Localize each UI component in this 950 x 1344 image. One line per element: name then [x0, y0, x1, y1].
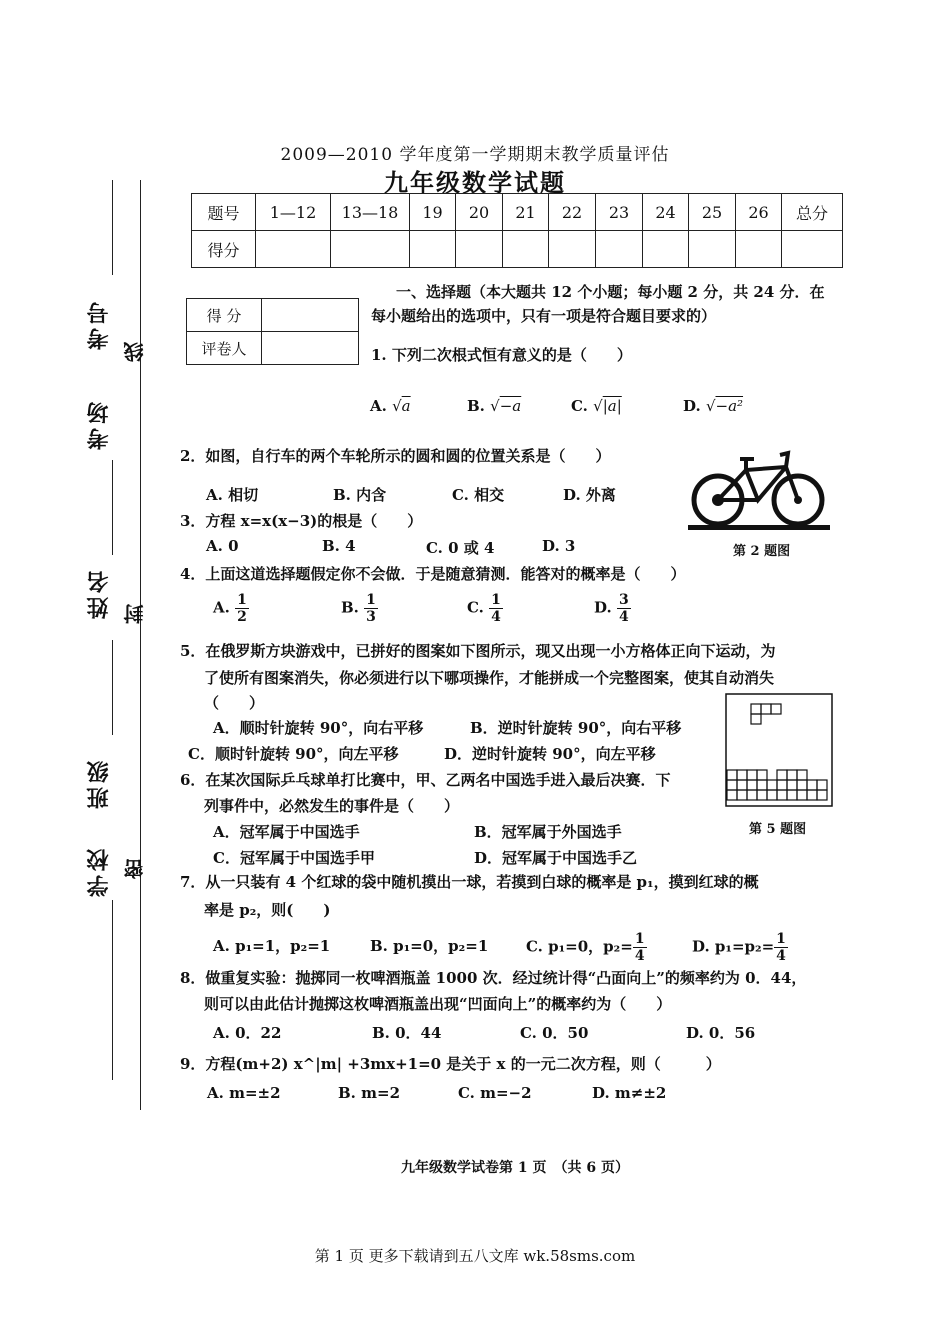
- q9-text: 9．方程(m+2) x^|m| +3mx+1=0 是关于 x 的一元二次方程，则（ ）: [180, 1055, 721, 1073]
- score-header-cell: 题号: [192, 194, 256, 231]
- margin-kaochang: 考场: [86, 398, 112, 450]
- q1-text: 1. 下列二次根式恒有意义的是（ ）: [371, 346, 632, 364]
- score-cell: [689, 231, 736, 268]
- score-cell: [782, 231, 843, 268]
- margin-banji: 班级: [86, 757, 112, 809]
- score-header-cell: 21: [503, 194, 549, 231]
- score-cell: [503, 231, 549, 268]
- bicycle-figure: [688, 445, 830, 530]
- q5-line2: 了使所有图案消失，你必须进行以下哪项操作，才能拼成一个完整图案，使其自动消失: [204, 669, 775, 687]
- q1-option-d: [683, 397, 743, 415]
- margin-xingming: 姓名: [86, 567, 112, 619]
- q4-fa-num: 1: [237, 592, 247, 608]
- q6-line1: 6．在某次国际乒乓球单打比赛中，甲、乙两名中国选手进入最后决赛．下: [180, 771, 671, 789]
- margin-rule-3: [112, 640, 113, 735]
- q4-fd-num: 3: [618, 592, 629, 608]
- exam-header: 2009—2010 学年度第一学期期末教学质量评估: [280, 145, 670, 165]
- q1-option-b-label: B.: [467, 397, 485, 415]
- grader-name-label: 评卷人: [187, 332, 262, 365]
- q7-fc-den: 4: [634, 948, 645, 964]
- score-header-cell: 26: [736, 194, 782, 231]
- margin-rule-4: [112, 900, 113, 1080]
- score-header-cell: 22: [549, 194, 596, 231]
- q1-option-a-label: A.: [370, 397, 387, 415]
- score-cell: [643, 231, 689, 268]
- grader-box: [186, 298, 359, 365]
- q7-option-c-label: C. p₁=0，p₂=: [526, 937, 633, 956]
- q8-line2: 则可以由此估计抛掷这枚啤酒瓶盖出现“凹面向上”的概率约为（ ）: [204, 995, 672, 1013]
- q4-option-d-label: D.: [594, 598, 612, 617]
- margin-xuexiao: 学校: [86, 845, 112, 897]
- margin-rule-2: [112, 460, 113, 555]
- q2-option-a: A. 相切: [206, 486, 259, 504]
- score-header-cell: 总分: [782, 194, 843, 231]
- section1-line1: 一、选择题（本大题共 12 个小题；每小题 2 分，共 24 分．在: [396, 283, 825, 301]
- q5-line1: 5．在俄罗斯方块游戏中，已拼好的图案如下图所示，现又出现一小方格体正向下运动，为: [180, 642, 776, 660]
- q3-option-c: C. 0 或 4: [426, 539, 495, 557]
- q4-option-b-fraction: [364, 592, 378, 625]
- q4-option-a-fraction: [235, 592, 249, 625]
- grader-score-cell: [262, 299, 359, 332]
- score-header-cell: 25: [689, 194, 736, 231]
- q2-text: 2．如图，自行车的两个车轮所示的圆和圆的位置关系是（ ）: [180, 447, 611, 465]
- q1-option-b-expr: √−a: [490, 397, 522, 415]
- q5-line3: （ ）: [204, 694, 265, 712]
- q4-fa-den: 2: [237, 609, 247, 625]
- q7-line2: 率是 p₂，则( ): [204, 901, 331, 919]
- margin-feng: 封: [123, 600, 147, 624]
- q8-option-c: C. 0．50: [520, 1024, 589, 1042]
- score-header-cell: 19: [410, 194, 456, 231]
- q7-option-d-label: D. p₁=p₂=: [692, 937, 775, 956]
- q7-option-a: A. p₁=1，p₂=1: [213, 937, 331, 955]
- q1-option-b: [467, 397, 521, 415]
- q2-option-b: B. 内含: [333, 486, 387, 504]
- q4-fb-den: 3: [366, 609, 376, 625]
- q4-option-b: [341, 592, 378, 625]
- q6-option-c: C．冠军属于中国选手甲: [213, 849, 375, 867]
- tetris-figure: [725, 693, 833, 808]
- q5-option-a: A．顺时针旋转 90°，向右平移: [213, 719, 424, 737]
- q6-option-a: A．冠军属于中国选手: [213, 823, 360, 841]
- q2-option-c: C. 相交: [452, 486, 505, 504]
- q1-option-c: [571, 397, 622, 415]
- q4-option-a-label: A.: [213, 598, 230, 617]
- q7-option-c-fraction: [633, 931, 647, 964]
- q3-option-a: A. 0: [206, 537, 239, 555]
- section1-line2: 每小题给出的选项中，只有一项是符合题目要求的）: [371, 307, 717, 325]
- score-header-cell: 20: [456, 194, 503, 231]
- grader-score-label: 得 分: [187, 299, 262, 332]
- q7-option-b: B. p₁=0，p₂=1: [370, 937, 489, 955]
- score-row-label: 得分: [192, 231, 256, 268]
- q9-option-b: B. m=2: [338, 1084, 400, 1102]
- q8-option-b: B. 0．44: [372, 1024, 442, 1042]
- site-footer: 第 1 页 更多下载请到五八文库 wk.58sms.com: [314, 1247, 636, 1265]
- q6-option-b: B．冠军属于外国选手: [474, 823, 622, 841]
- q4-option-c: [467, 592, 503, 625]
- q7-option-c: [526, 931, 647, 964]
- q4-option-b-label: B.: [341, 598, 359, 617]
- q4-option-d-fraction: [617, 592, 631, 625]
- q5-option-c: C．顺时针旋转 90°，向左平移: [188, 745, 399, 763]
- score-cell: [456, 231, 503, 268]
- q3-text: 3．方程 x=x(x−3)的根是（ ）: [180, 512, 423, 530]
- q8-option-d: D. 0．56: [686, 1024, 756, 1042]
- score-header-cell: 13—18: [331, 194, 410, 231]
- margin-mi: 密: [123, 855, 147, 879]
- margin-rule-left: [140, 180, 141, 1110]
- q3-option-d: D. 3: [542, 537, 576, 555]
- score-cell: [596, 231, 643, 268]
- q7-fc-num: 1: [634, 931, 645, 947]
- q9-option-c: C. m=−2: [458, 1084, 532, 1102]
- q2-option-d: D. 外离: [563, 486, 616, 504]
- q1-option-c-label: C.: [571, 397, 588, 415]
- q8-option-a: A. 0．22: [213, 1024, 282, 1042]
- q7-option-d-fraction: [774, 931, 788, 964]
- q7-option-d: [692, 931, 788, 964]
- q7-line1: 7．从一只装有 4 个红球的袋中随机摸出一球，若摸到白球的概率是 p₁，摸到红球的概: [180, 873, 759, 891]
- q1-option-a-expr: √a: [392, 397, 411, 415]
- q6-line2: 列事件中，必然发生的事件是（ ）: [204, 797, 460, 815]
- q4-fd-den: 4: [618, 609, 629, 625]
- score-cell: [736, 231, 782, 268]
- score-header-cell: 1—12: [256, 194, 331, 231]
- exam-title: 九年级数学试题: [384, 168, 566, 197]
- q2-caption: 第 2 题图: [733, 544, 791, 559]
- q7-fd-den: 4: [776, 948, 786, 964]
- q1-option-c-expr: √|a|: [593, 397, 622, 415]
- page-footer: 九年级数学试卷第 1 页 （共 6 页）: [401, 1160, 629, 1176]
- q4-fb-num: 1: [366, 592, 376, 608]
- q6-option-d: D．冠军属于中国选手乙: [474, 849, 638, 867]
- q5-option-d: D．逆时针旋转 90°，向左平移: [444, 745, 656, 763]
- q4-option-c-fraction: [489, 592, 503, 625]
- score-cell: [410, 231, 456, 268]
- margin-xian: 线: [123, 338, 147, 362]
- q1-option-d-expr: √−a²: [705, 397, 744, 415]
- q4-fc-den: 4: [491, 609, 501, 625]
- q4-fc-num: 1: [491, 592, 501, 608]
- q4-option-d: [594, 592, 631, 625]
- q4-text: 4．上面这道选择题假定你不会做．于是随意猜测．能答对的概率是（ ）: [180, 565, 686, 583]
- q1-option-d-label: D.: [683, 397, 701, 415]
- score-header-cell: 23: [596, 194, 643, 231]
- score-header-cell: 24: [643, 194, 689, 231]
- q3-option-b: B. 4: [322, 537, 356, 555]
- grader-name-cell: [262, 332, 359, 365]
- q9-option-a: A. m=±2: [207, 1084, 281, 1102]
- score-cell: [331, 231, 410, 268]
- q8-line1: 8．做重复实验：抛掷同一枚啤酒瓶盖 1000 次．经过统计得“凸面向上”的频率约为 0．44，: [180, 969, 807, 987]
- q5-caption: 第 5 题图: [749, 822, 807, 837]
- q9-option-d: D. m≠±2: [592, 1084, 667, 1102]
- score-table: [191, 193, 843, 268]
- q4-option-a: [213, 592, 249, 625]
- q5-option-b: B．逆时针旋转 90°，向右平移: [470, 719, 682, 737]
- score-cell: [549, 231, 596, 268]
- q4-option-c-label: C.: [467, 598, 484, 617]
- q1-option-a: [370, 397, 411, 415]
- score-cell: [256, 231, 331, 268]
- margin-kaohao: 考号: [86, 298, 112, 350]
- q7-fd-num: 1: [776, 931, 786, 947]
